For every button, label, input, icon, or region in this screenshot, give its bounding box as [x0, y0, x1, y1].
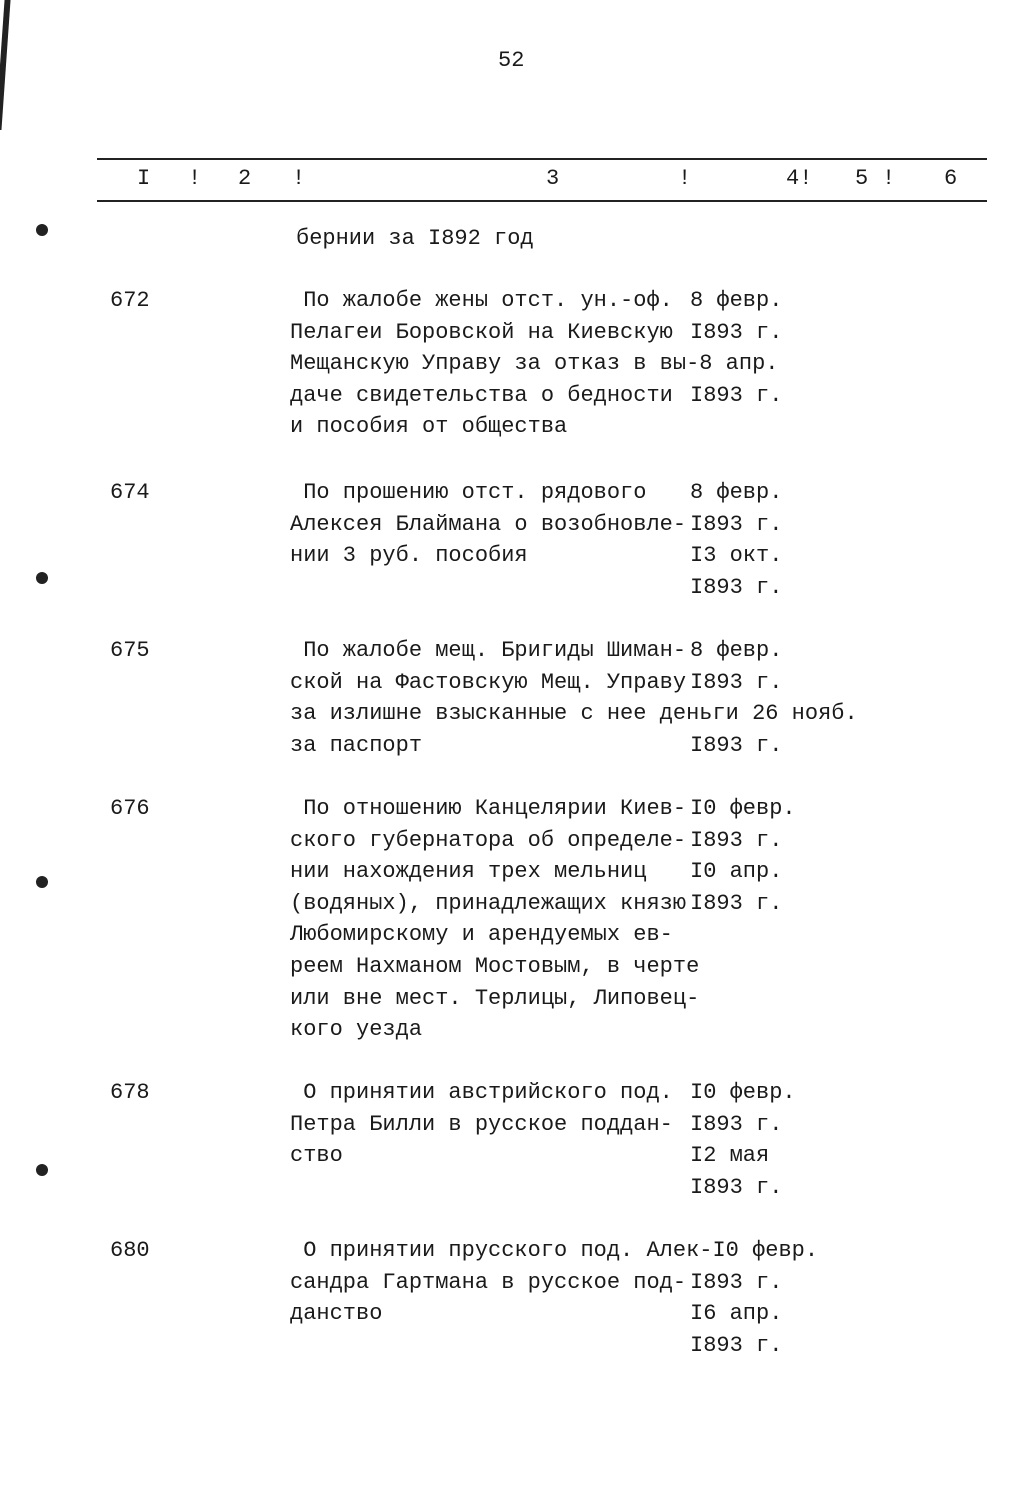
entry-line	[290, 701, 858, 733]
entry-description: реем Нахманом Мостовым, в черте	[290, 953, 700, 979]
entry-description: нии нахождения трех мельниц	[290, 859, 647, 885]
entry-description: и пособия от общества	[290, 414, 568, 440]
entry-line	[290, 1270, 818, 1302]
entry-date: I0 апр.	[690, 859, 783, 885]
entry-line	[290, 733, 858, 765]
entry-date: I893 г.	[690, 890, 783, 916]
entry-date: 8 февр.	[690, 638, 783, 663]
entry-line	[290, 638, 858, 670]
header-top-rule	[97, 158, 987, 160]
entry-description: О принятии австрийского под.	[290, 1080, 673, 1105]
entry-description: Любомирскому и арендуемых ев-	[290, 922, 673, 948]
entry-date: I893 г.	[690, 1269, 783, 1295]
entry-description: за излишне взысканные с нее деньги	[290, 701, 739, 727]
entry-line	[290, 288, 782, 320]
column-separator: !	[292, 166, 306, 191]
entry-description	[290, 575, 690, 607]
entry-number: 680	[110, 1238, 150, 1263]
entry-line	[290, 1175, 796, 1207]
entry-date: I0 февр.	[690, 1080, 796, 1105]
entry-line	[290, 1301, 818, 1333]
entry-lines	[290, 1080, 796, 1206]
entry-description: По жалобе мещ. Бригиды Шиман-	[290, 638, 687, 663]
entry-description: данство	[290, 1301, 383, 1327]
punch-hole-mark	[36, 224, 48, 236]
entry-number: 675	[110, 638, 150, 663]
entry-description: (водяных), принадлежащих князю	[290, 890, 687, 916]
entry-line	[290, 351, 782, 383]
entry-date: 8 февр.	[690, 288, 783, 313]
entry-line	[290, 891, 796, 923]
entry-date: 26 нояб.	[738, 701, 858, 727]
entry-line	[290, 1238, 818, 1270]
entry-date: I3 окт.	[690, 543, 783, 569]
entry-line	[290, 954, 796, 986]
entry-description	[290, 1333, 690, 1365]
entry-description: сандра Гартмана в русское под-	[290, 1269, 687, 1295]
column-separator: !	[678, 166, 692, 191]
entry-date: I893 г.	[690, 1111, 783, 1137]
entry-description: кого уезда	[290, 1017, 423, 1043]
entry-number: 678	[110, 1080, 150, 1105]
entry-number: 672	[110, 288, 150, 313]
entry-description: Петра Билли в русское поддан-	[290, 1111, 673, 1137]
entry-description: По отношению Канцелярии Киев-	[290, 796, 687, 821]
entry-date: I893 г.	[690, 669, 783, 695]
entry-line	[290, 512, 782, 544]
entry-description: По прошению отст. рядового	[290, 480, 647, 505]
entry-line	[290, 1112, 796, 1144]
entry-lines	[290, 638, 858, 764]
column-header-5: 5	[855, 166, 869, 191]
entry-description: О принятии прусского под. Алек-	[290, 1238, 713, 1263]
entry-lines	[290, 480, 782, 606]
punch-hole-mark	[36, 1164, 48, 1176]
entry-date: I0 февр.	[690, 796, 796, 821]
entry-line	[290, 480, 782, 512]
column-header-6: 6	[944, 166, 958, 191]
entry-line	[290, 922, 796, 954]
entry-date: I893 г.	[690, 319, 783, 345]
entry-description: за паспорт	[290, 732, 423, 758]
column-separator: !	[882, 166, 896, 191]
entry-description: По жалобе жены отст. ун.-оф.	[290, 288, 673, 313]
entry-line	[290, 320, 782, 352]
entry-date: I893 г.	[690, 732, 783, 758]
punch-hole-mark	[36, 876, 48, 888]
entry-date: I893 г.	[690, 827, 783, 853]
entry-date: I893 г.	[690, 1332, 783, 1358]
column-header-4: 4!	[786, 166, 813, 191]
entry-line	[290, 1143, 796, 1175]
continued-title: бернии за I892 год	[296, 226, 534, 251]
entry-description: или вне мест. Терлицы, Липовец-	[290, 985, 700, 1011]
entry-description: Мещанскую Управу за отказ в вы-	[290, 351, 700, 377]
column-header-2: 2	[238, 166, 252, 191]
entry-description: ство	[290, 1143, 343, 1169]
entry-description: Пелагеи Боровской на Киевскую	[290, 319, 673, 345]
entry-description: нии 3 руб. пособия	[290, 543, 528, 569]
entry-description: даче свидетельства о бедности	[290, 382, 673, 408]
entry-lines	[290, 288, 782, 446]
entry-line	[290, 828, 796, 860]
entry-date: I2 мая	[690, 1143, 770, 1169]
entry-line	[290, 670, 858, 702]
entry-date: I893 г.	[690, 574, 783, 600]
entry-lines	[290, 1238, 818, 1364]
entry-number: 674	[110, 480, 150, 505]
entry-line	[290, 986, 796, 1018]
entry-date: I893 г.	[690, 511, 783, 537]
column-header-3: 3	[546, 166, 560, 191]
entry-line	[290, 383, 782, 415]
punch-hole-mark	[36, 572, 48, 584]
entry-date: I0 февр.	[712, 1238, 819, 1263]
column-separator: !	[188, 166, 202, 191]
entry-description: ской на Фастовскую Мещ. Управу	[290, 669, 687, 695]
column-header-1: I	[137, 166, 151, 191]
entry-line	[290, 543, 782, 575]
entry-line	[290, 859, 796, 891]
entry-date: I893 г.	[690, 382, 783, 408]
entry-line	[290, 575, 782, 607]
entry-line	[290, 796, 796, 828]
entry-number: 676	[110, 796, 150, 821]
entry-date: I893 г.	[690, 1174, 783, 1200]
entry-date: 8 февр.	[690, 480, 783, 505]
entry-description: ского губернатора об определе-	[290, 827, 687, 853]
entry-description	[290, 1175, 690, 1207]
entry-line	[290, 1333, 818, 1365]
page-number: 52	[498, 48, 525, 73]
entry-line	[290, 1080, 796, 1112]
entry-line	[290, 414, 782, 446]
entry-date: 8 апр.	[699, 351, 779, 377]
entry-date: I6 апр.	[690, 1301, 783, 1327]
entry-lines	[290, 796, 796, 1049]
entry-description: Алексея Блаймана о возобновле-	[290, 511, 687, 537]
entry-line	[290, 1017, 796, 1049]
header-bottom-rule	[97, 200, 987, 202]
scan-edge-shadow	[0, 0, 11, 130]
